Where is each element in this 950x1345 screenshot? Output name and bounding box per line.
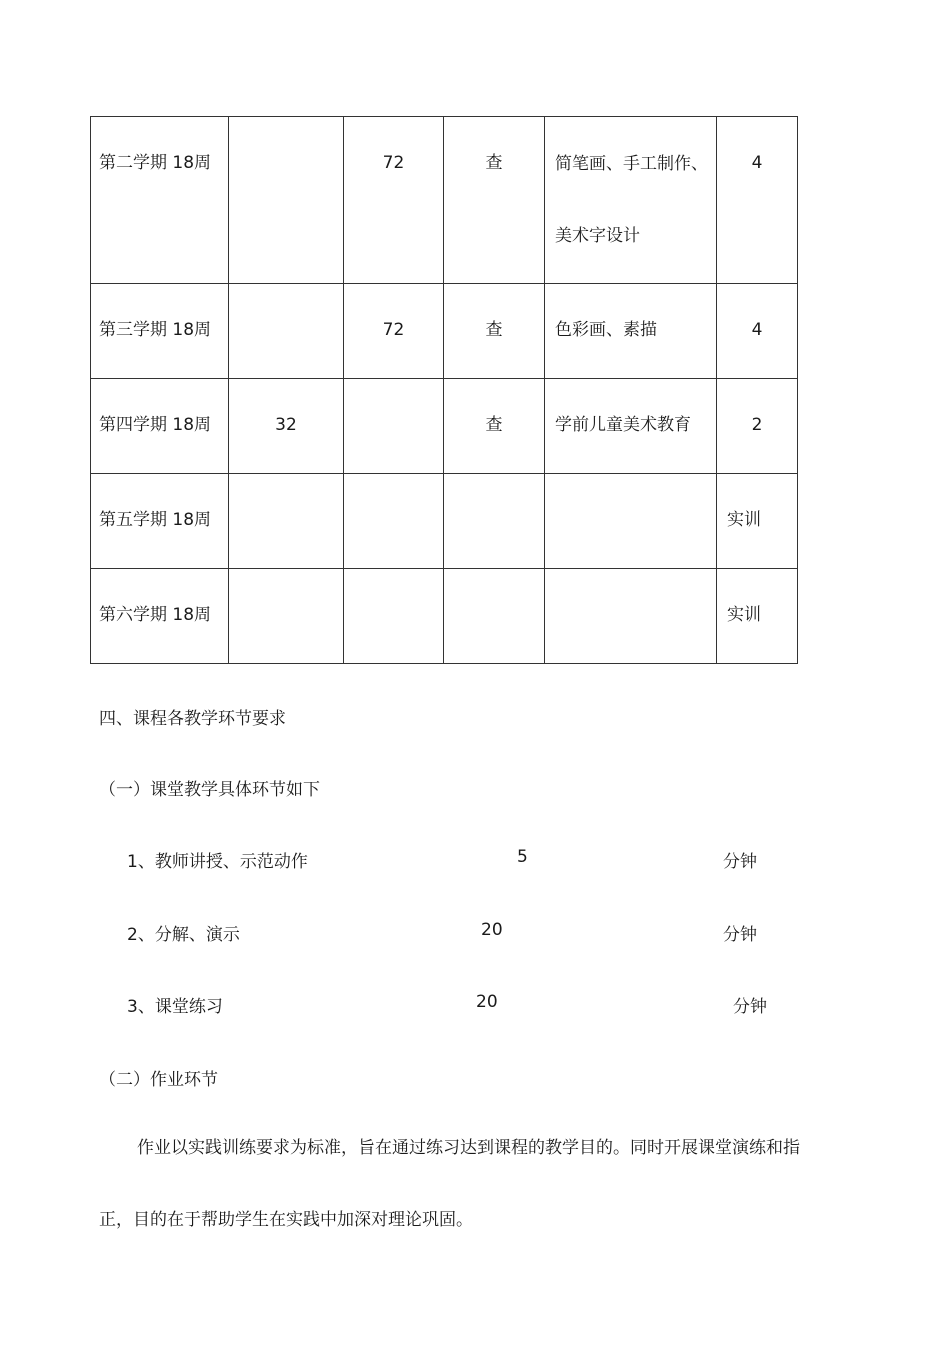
table-row	[91, 284, 798, 379]
step-label-2: 2、分解、演示	[127, 925, 240, 945]
term-cell: 第五学期 18周	[91, 474, 229, 569]
table-row	[91, 569, 798, 664]
credit-cell: 实训	[717, 474, 798, 569]
step-minutes-3: 20	[476, 992, 498, 1012]
step-label-1: 1、教师讲授、示范动作	[127, 852, 308, 872]
content-cell: 学前儿童美术教育	[545, 379, 717, 474]
term-cell: 第四学期 18周	[91, 379, 229, 474]
content-cell	[545, 569, 717, 664]
assessment-cell: 查	[444, 117, 545, 284]
hours-cell-b	[344, 569, 444, 664]
subsection-heading-1: （一）课堂教学具体环节如下	[99, 780, 320, 800]
step-minutes-1: 5	[517, 847, 528, 867]
assessment-cell: 查	[444, 379, 545, 474]
credit-cell: 4	[717, 117, 798, 284]
hours-cell-b: 72	[344, 284, 444, 379]
hours-cell-b	[344, 379, 444, 474]
hours-cell-a: 32	[229, 379, 344, 474]
step-unit-3: 分钟	[733, 997, 767, 1017]
credit-cell: 4	[717, 284, 798, 379]
assessment-cell: 查	[444, 284, 545, 379]
hours-cell-a	[229, 117, 344, 284]
body-paragraph: 作业以实践训练要求为标准，旨在通过练习达到课程的教学目的。同时开展课堂演练和指正，目的在于帮助学生在实践中加深对理论巩固。	[99, 1138, 800, 1230]
table-row	[91, 379, 798, 474]
hours-cell-b	[344, 474, 444, 569]
credit-cell: 实训	[717, 569, 798, 664]
step-minutes-2: 20	[481, 920, 503, 940]
step-unit-1: 分钟	[723, 852, 757, 872]
assessment-cell	[444, 474, 545, 569]
schedule-table	[90, 116, 798, 664]
step-label-3: 3、课堂练习	[127, 997, 223, 1017]
content-cell: 简笔画、手工制作、美术字设计	[545, 117, 717, 284]
content-cell: 色彩画、素描	[545, 284, 717, 379]
hours-cell-a	[229, 474, 344, 569]
section-heading: 四、课程各教学环节要求	[99, 709, 286, 729]
term-cell: 第三学期 18周	[91, 284, 229, 379]
term-cell: 第六学期 18周	[91, 569, 229, 664]
table-row	[91, 474, 798, 569]
term-cell: 第二学期 18周	[91, 117, 229, 284]
hours-cell-a	[229, 284, 344, 379]
credit-cell: 2	[717, 379, 798, 474]
subsection-heading-2: （二）作业环节	[99, 1070, 218, 1090]
step-unit-2: 分钟	[723, 925, 757, 945]
hours-cell-a	[229, 569, 344, 664]
table-row	[91, 117, 798, 284]
content-cell	[545, 474, 717, 569]
hours-cell-b: 72	[344, 117, 444, 284]
assessment-cell	[444, 569, 545, 664]
